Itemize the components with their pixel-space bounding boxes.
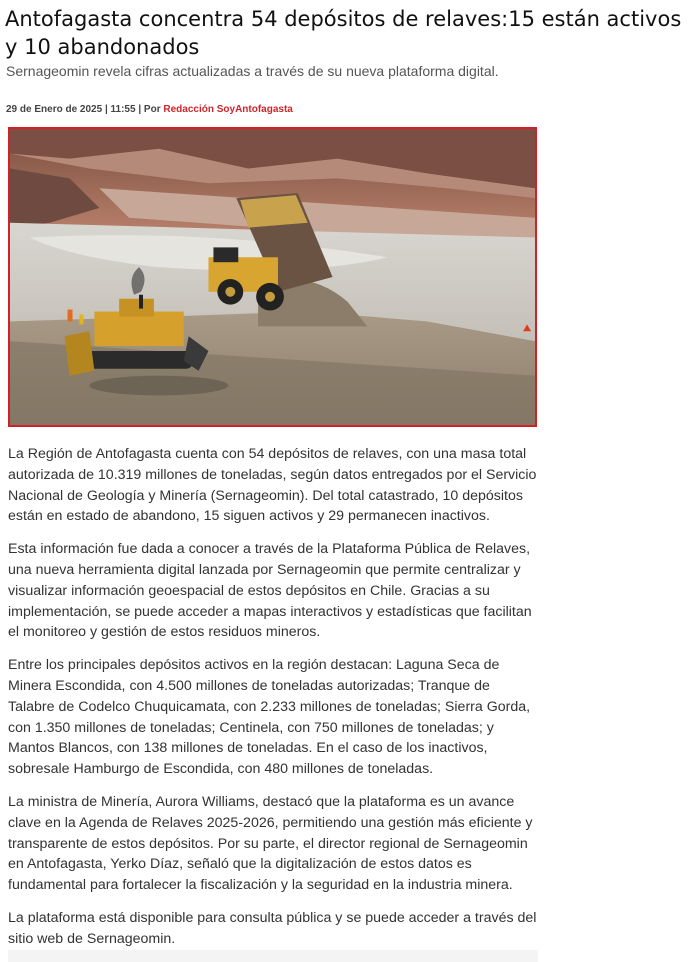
article-meta [6, 103, 293, 117]
author-prefix: Por [143, 104, 161, 115]
meta-separator: | [104, 104, 111, 115]
mining-photo-icon [10, 129, 535, 425]
article-time: 11:55 [110, 104, 136, 115]
article-paragraph: Entre los principales depósitos activos en la región destacan: Laguna Seca de Minera Escondida, con 4.500 millones de toneladas autorizadas; Tranque de Talabre de Codelco Chuquicamata, con 2.233 millones de toneladas; Sierra Gorda, con 1.350 millones de toneladas; Centinela, con 750 millones de toneladas; y Mantos Blancos, con 138 millones de toneladas. En el caso de los inactivos, sobresale Hamburgo de Escondida, con 480 millones de toneladas. [8, 657, 531, 778]
author-link[interactable]: Redacción SoyAntofagasta [163, 104, 293, 115]
article-subtitle: Sernageomin revela cifras actualizadas a través de su nueva plataforma digital. [6, 63, 499, 79]
article-paragraph: La plataforma está disponible para consulta pública y se puede acceder a través del sitio web de Sernageomin. [8, 909, 537, 947]
content-divider [8, 950, 538, 962]
article-paragraph: La ministra de Minería, Aurora Williams, destacó que la plataforma es un avance clave en la Agenda de Relaves 2025-2026, permitiendo una gestión más eficiente y transparente de estos depósitos. Por su parte, el director regional de Sernageomin en Antofagasta, Yerko Díaz, señaló que la digitalización de estos datos es fundamental para fortalecer la fiscalización y la seguridad en la industria minera. [8, 793, 533, 894]
article-image [8, 127, 537, 427]
article-paragraph: Esta información fue dada a conocer a través de la Plataforma Pública de Relaves, una nueva herramienta digital lanzada por Sernageomin que permite centralizar y visualizar información geoespacial de estos depósitos en Chile. Gracias a su implementación, se puede acceder a mapas interactivos y estadísticas que facilitan el monitoreo y gestión de estos residuos mineros. [8, 541, 532, 641]
article-title: Antofagasta concentra 54 depósitos de relaves:15 están activos y 10 abandonados [5, 7, 682, 59]
meta-separator: | [138, 104, 144, 115]
article-paragraph: La Región de Antofagasta cuenta con 54 depósitos de relaves, con una masa total autorizada de 10.319 millones de toneladas, según datos entregados por el Servicio Nacional de Geología y Minería (Sernageomin). Del total catastrado, 10 depósitos están en estado de abandono, 15 siguen activos y 29 permanecen inactivos. [8, 446, 537, 525]
article-date: 29 de Enero de 2025 [6, 104, 103, 115]
article-body [8, 444, 538, 962]
